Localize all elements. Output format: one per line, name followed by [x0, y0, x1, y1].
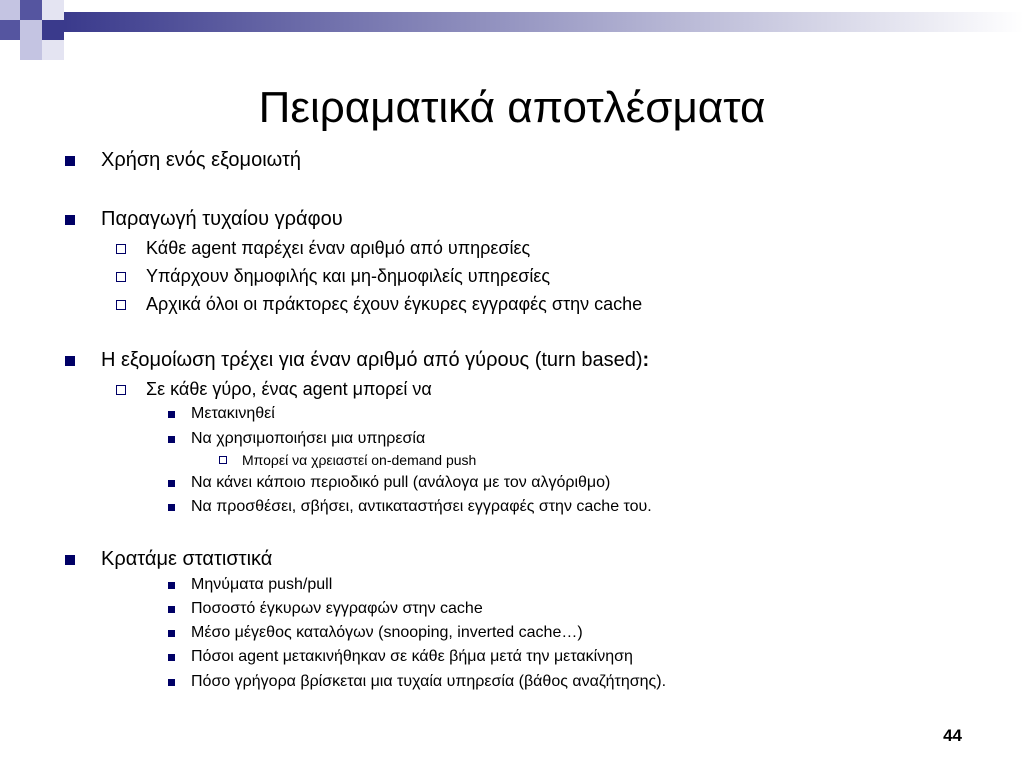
- bullet-square: [168, 480, 175, 487]
- bullet-square: [168, 630, 175, 637]
- bullet-square: [168, 582, 175, 589]
- bullet-square: [168, 436, 175, 443]
- bullet-square: [65, 356, 75, 366]
- bullet-item: [101, 350, 649, 370]
- bullet-square: [65, 215, 75, 225]
- bullet-square: [168, 504, 175, 511]
- hollow-bullet: [219, 456, 227, 464]
- bullet-item-text: Η εξομοίωση τρέχει για έναν αριθμό από γύρους (turn based): [101, 349, 643, 371]
- bullet-item: Αρχικά όλοι οι πράκτορες έχουν έγκυρες εγγραφές στην cache: [146, 294, 643, 314]
- bullet-square: [65, 555, 75, 565]
- hollow-bullet: [116, 385, 126, 395]
- bullet-item: Υπάρχουν δημοφιλής και μη-δημοφιλείς υπηρεσίες: [146, 266, 551, 286]
- hollow-bullet: [116, 244, 126, 254]
- page-number: 44: [943, 726, 962, 745]
- slide-title: Πειραματικά αποτλέσματα: [258, 83, 766, 132]
- bullet-item: Μέσο μέγεθος καταλόγων (snooping, inverted cache…): [191, 624, 583, 641]
- bullet-item: Παραγωγή τυχαίου γράφου: [101, 208, 343, 230]
- bullet-square: [168, 654, 175, 661]
- bullet-item: Ποσοστό έγκυρων εγγραφών στην cache: [191, 600, 483, 617]
- bullet-square: [168, 606, 175, 613]
- bullet-square: [168, 679, 175, 686]
- bullet-item: Μηνύματα push/pull: [191, 576, 333, 593]
- bullet-item: Κρατάμε στατιστικά: [101, 548, 273, 570]
- bullet-item: Πόσοι agent μετακινήθηκαν σε κάθε βήμα μετά την μετακίνηση: [191, 648, 633, 665]
- hollow-bullet: [116, 272, 126, 282]
- bullet-item: Να προσθέσει, σβήσει, αντικαταστήσει εγγραφές στην cache του.: [191, 498, 652, 515]
- bullet-item: Πόσο γρήγορα βρίσκεται μια τυχαία υπηρεσία (βάθος αναζήτησης).: [191, 673, 667, 690]
- bullet-item: Χρήση ενός εξομοιωτή: [101, 149, 301, 171]
- bullet-item-colon: :: [642, 349, 650, 371]
- bullet-item: Μετακινηθεί: [191, 405, 275, 422]
- bullet-item: Να κάνει κάποιο περιοδικό pull (ανάλογα με τον αλγόριθμο): [191, 474, 611, 491]
- bullet-item: Σε κάθε γύρο, ένας agent μπορεί να: [146, 379, 432, 399]
- bullet-square: [65, 156, 75, 166]
- header-decoration: [0, 0, 1024, 70]
- bullet-item: Να χρησιμοποιήσει μια υπηρεσία: [191, 430, 426, 447]
- bullet-square: [168, 411, 175, 418]
- hollow-bullet: [116, 300, 126, 310]
- bullet-item: Κάθε agent παρέχει έναν αριθμό από υπηρεσίες: [146, 238, 531, 258]
- bullet-item: Μπορεί να χρειαστεί on-demand push: [242, 452, 477, 468]
